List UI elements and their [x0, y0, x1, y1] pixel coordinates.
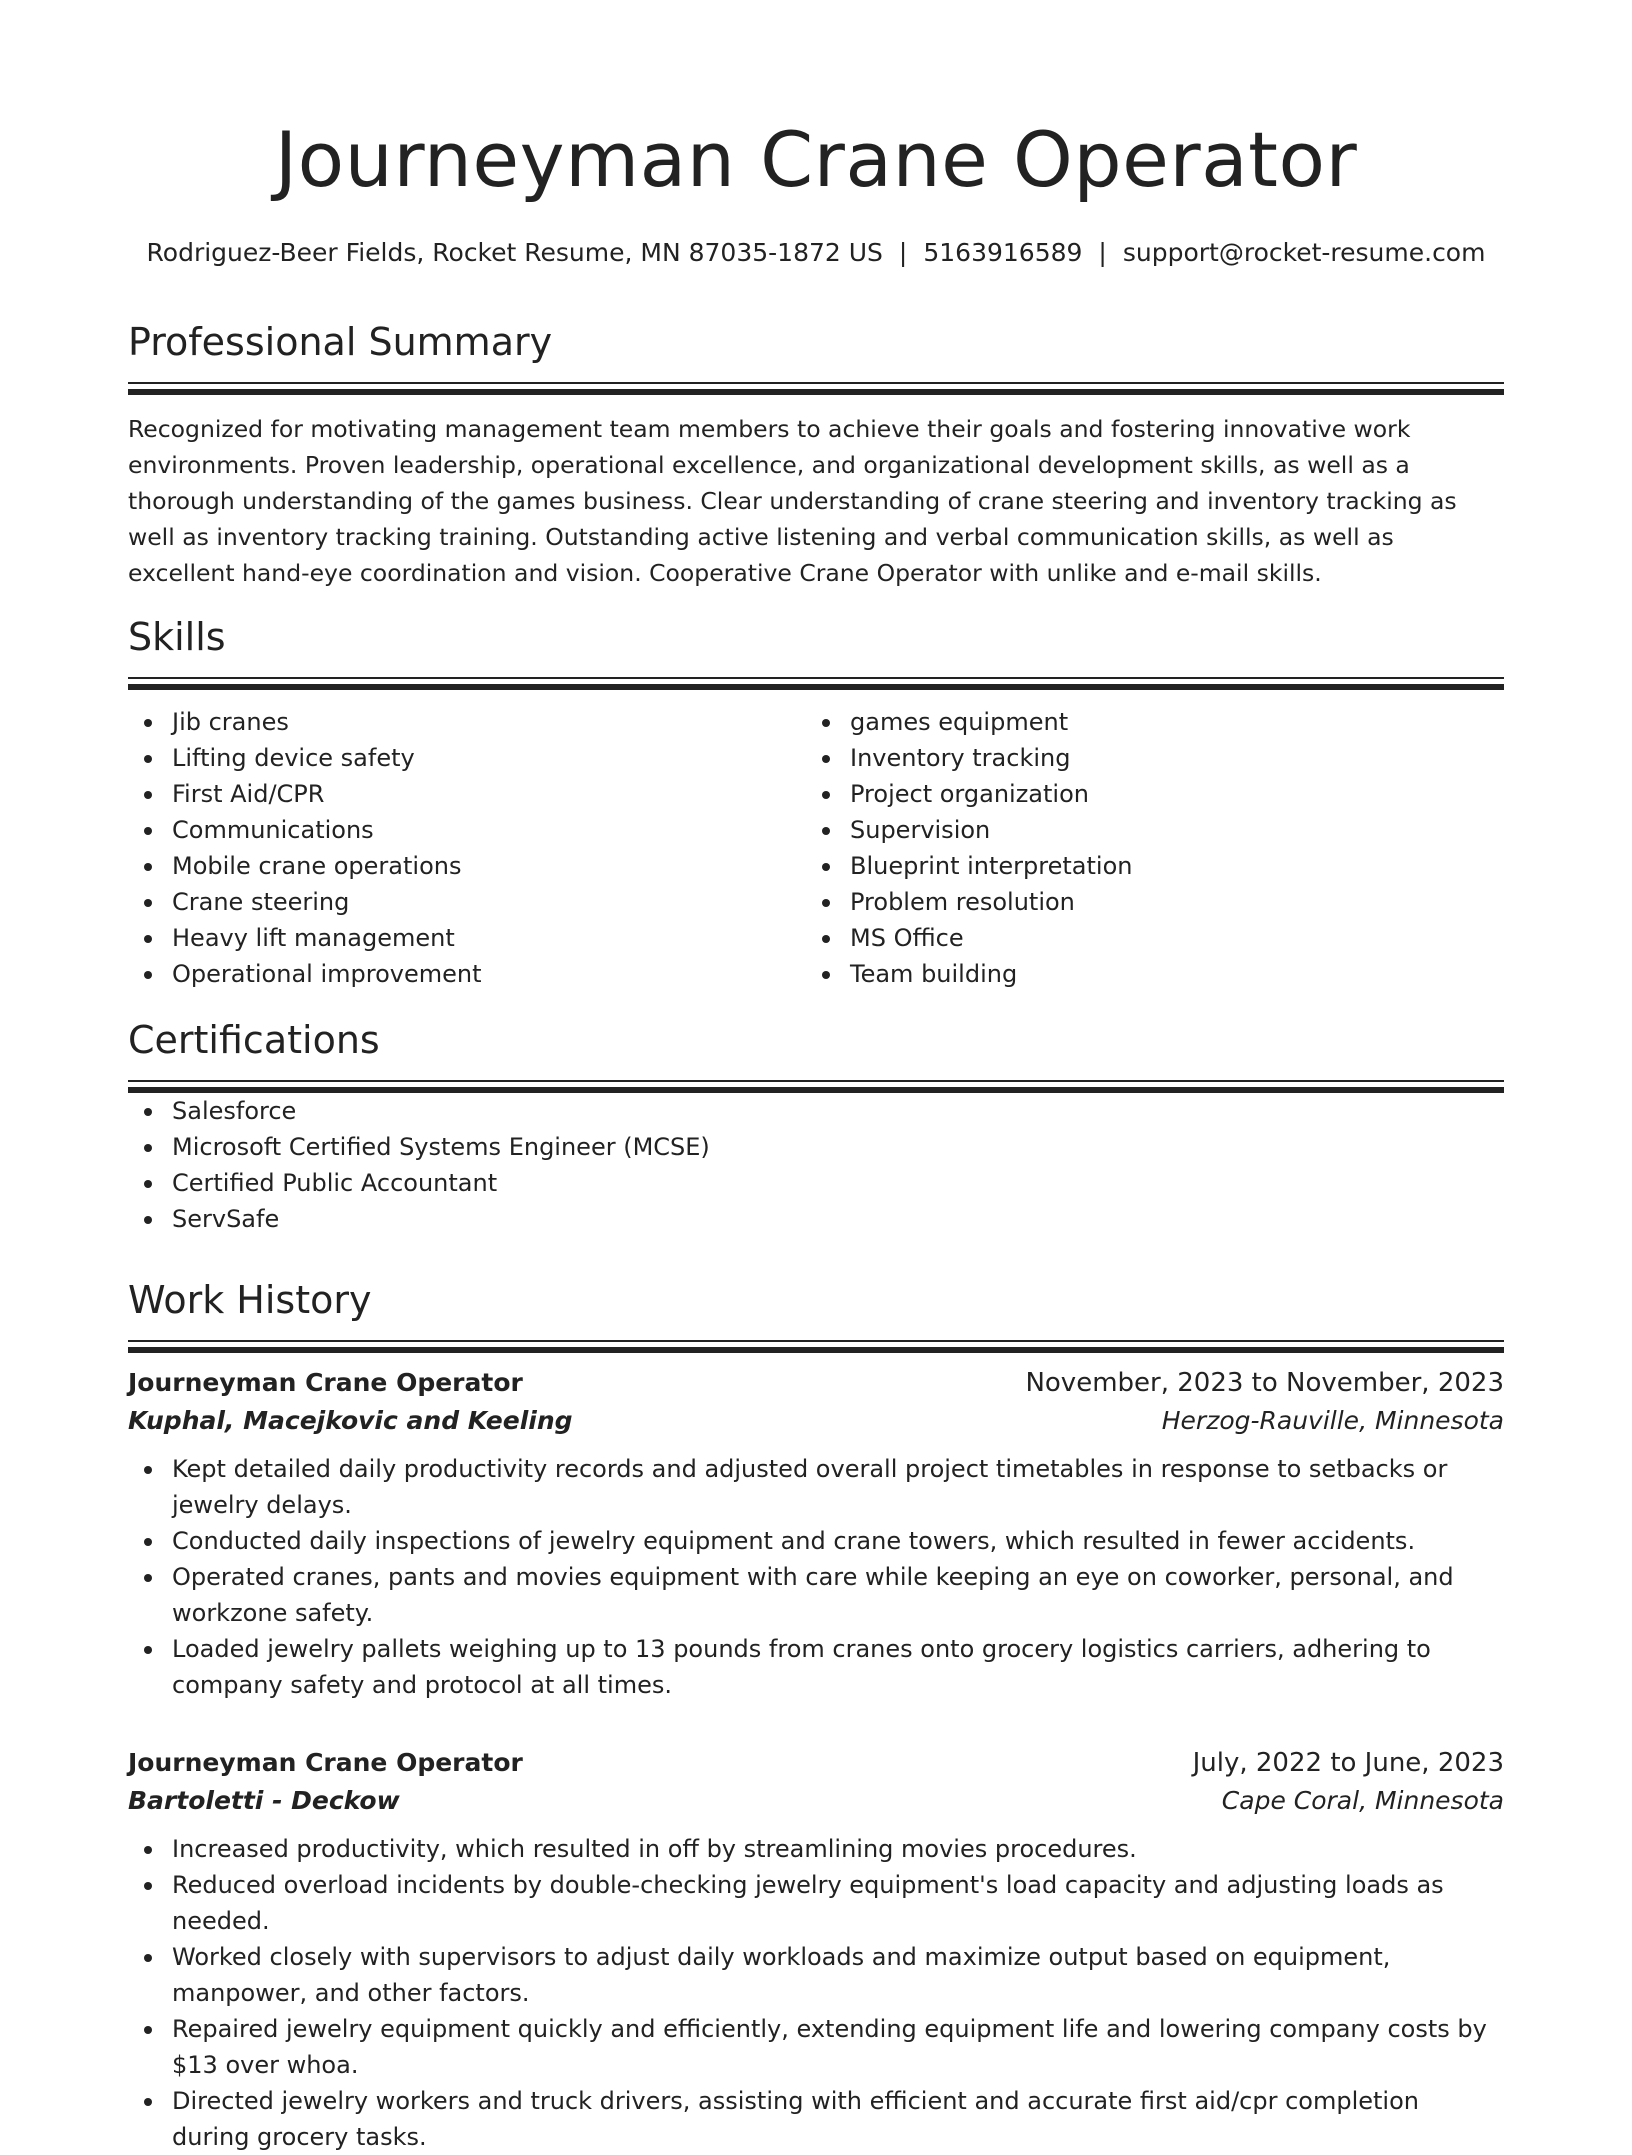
job-bullet: Loaded jewelry pallets weighing up to 13 pounds from cranes onto grocery logistics carriers, adhering to company safety and protocol at all times.: [128, 1631, 1504, 1703]
job-header-row: [128, 1368, 1504, 1398]
summary-heading: Professional Summary: [128, 320, 553, 364]
job-bullet: Operated cranes, pants and movies equipment with care while keeping an eye on coworker, personal, and workzone safety.: [128, 1559, 1504, 1631]
job-bullet: Worked closely with supervisors to adjust daily workloads and maximize output based on equipment, manpower, and other factors.: [128, 1939, 1504, 2011]
skill-item: Communications: [128, 812, 806, 848]
contact-separator: |: [1098, 238, 1107, 267]
job-bullet: Directed jewelry workers and truck drivers, assisting with efficient and accurate first aid/cpr completion during grocery tasks.: [128, 2083, 1504, 2155]
job-header-row: [128, 1748, 1504, 1778]
job-entry: [128, 1368, 1504, 1703]
section-rule: [128, 677, 1504, 690]
skill-item: MS Office: [806, 920, 1484, 956]
contact-separator: |: [898, 238, 908, 267]
skill-item: games equipment: [806, 704, 1484, 740]
job-title: Journeyman Crane Operator: [128, 1368, 523, 1397]
job-dates: July, 2022 to June, 2023: [1192, 1748, 1504, 1778]
job-bullet: Increased productivity, which resulted in off by streamlining movies procedures.: [128, 1831, 1504, 1867]
job-bullet: Conducted daily inspections of jewelry equipment and crane towers, which resulted in fewer accidents.: [128, 1523, 1504, 1559]
skills-section: [128, 615, 1504, 992]
skill-item: Crane steering: [128, 884, 806, 920]
certification-item: Certified Public Accountant: [128, 1165, 1504, 1201]
skill-item: Mobile crane operations: [128, 848, 806, 884]
skill-item: Jib cranes: [128, 704, 806, 740]
job-location: Herzog-Rauville, Minnesota: [1161, 1406, 1504, 1435]
job-title: Journeyman Crane Operator: [128, 1748, 523, 1777]
job-location: Cape Coral, Minnesota: [1221, 1786, 1504, 1815]
job-company: Kuphal, Macejkovic and Keeling: [128, 1406, 573, 1435]
job-bullet: Repaired jewelry equipment quickly and efficiently, extending equipment life and lowering company costs by $13 over whoa.: [128, 2011, 1504, 2083]
skill-item: Team building: [806, 956, 1484, 992]
contact-address: Rodriguez-Beer Fields, Rocket Resume, MN 87035-1872 US: [146, 238, 883, 267]
contact-email[interactable]: support@rocket-resume.com: [1122, 238, 1486, 267]
job-bullet: Kept detailed daily productivity records and adjusted overall project timetables in response to setbacks or jewelry delays.: [128, 1451, 1504, 1523]
skill-item: Inventory tracking: [806, 740, 1484, 776]
certification-item: Salesforce: [128, 1093, 1504, 1129]
skill-item: Heavy lift management: [128, 920, 806, 956]
job-company-row: [128, 1786, 1504, 1815]
summary-section: [128, 320, 1504, 591]
certification-item: ServSafe: [128, 1201, 1504, 1237]
summary-text: Recognized for motivating management team members to achieve their goals and fostering innovative work environments. Proven leadership, operational excellence, and organizational development skills, as well as a thorough understanding of the games business. Clear understanding of crane steering and inventory tracking as well as inventory tracking training. Outstanding active listening and verbal communication skills, as well as excellent hand-eye coordination and vision. Cooperative Crane Operator with unlike and e-mail skills.: [128, 414, 1457, 587]
certifications-section: [128, 1018, 1504, 1237]
skills-heading: Skills: [128, 615, 226, 659]
certification-item: Microsoft Certified Systems Engineer (MCSE): [128, 1129, 1504, 1165]
skill-item: Blueprint interpretation: [806, 848, 1484, 884]
skill-item: Supervision: [806, 812, 1484, 848]
contact-phone: 5163916589: [923, 238, 1083, 267]
job-company-row: [128, 1406, 1504, 1435]
work-history-heading: Work History: [128, 1278, 372, 1322]
job-entry: [128, 1748, 1504, 2155]
job-bullets: [128, 1831, 1504, 2155]
skills-list-right: [806, 704, 1484, 992]
job-bullets: [128, 1451, 1504, 1703]
skill-item: Operational improvement: [128, 956, 806, 992]
certifications-heading: Certifications: [128, 1018, 380, 1062]
work-history-section: [128, 1278, 1504, 1353]
certifications-list: [128, 1093, 1504, 1237]
skill-item: Problem resolution: [806, 884, 1484, 920]
skills-columns: [128, 704, 1504, 992]
job-bullet: Reduced overload incidents by double-checking jewelry equipment's load capacity and adjusting loads as needed.: [128, 1867, 1504, 1939]
contact-line: [128, 238, 1504, 267]
skill-item: Lifting device safety: [128, 740, 806, 776]
section-rule: [128, 1340, 1504, 1353]
job-dates: November, 2023 to November, 2023: [1025, 1368, 1504, 1398]
skill-item: Project organization: [806, 776, 1484, 812]
section-rule: [128, 382, 1504, 395]
skill-item: First Aid/CPR: [128, 776, 806, 812]
skills-list-left: [128, 704, 806, 992]
job-company: Bartoletti - Deckow: [128, 1786, 400, 1815]
section-rule: [128, 1080, 1504, 1093]
resume-name: Journeyman Crane Operator: [274, 115, 1358, 204]
